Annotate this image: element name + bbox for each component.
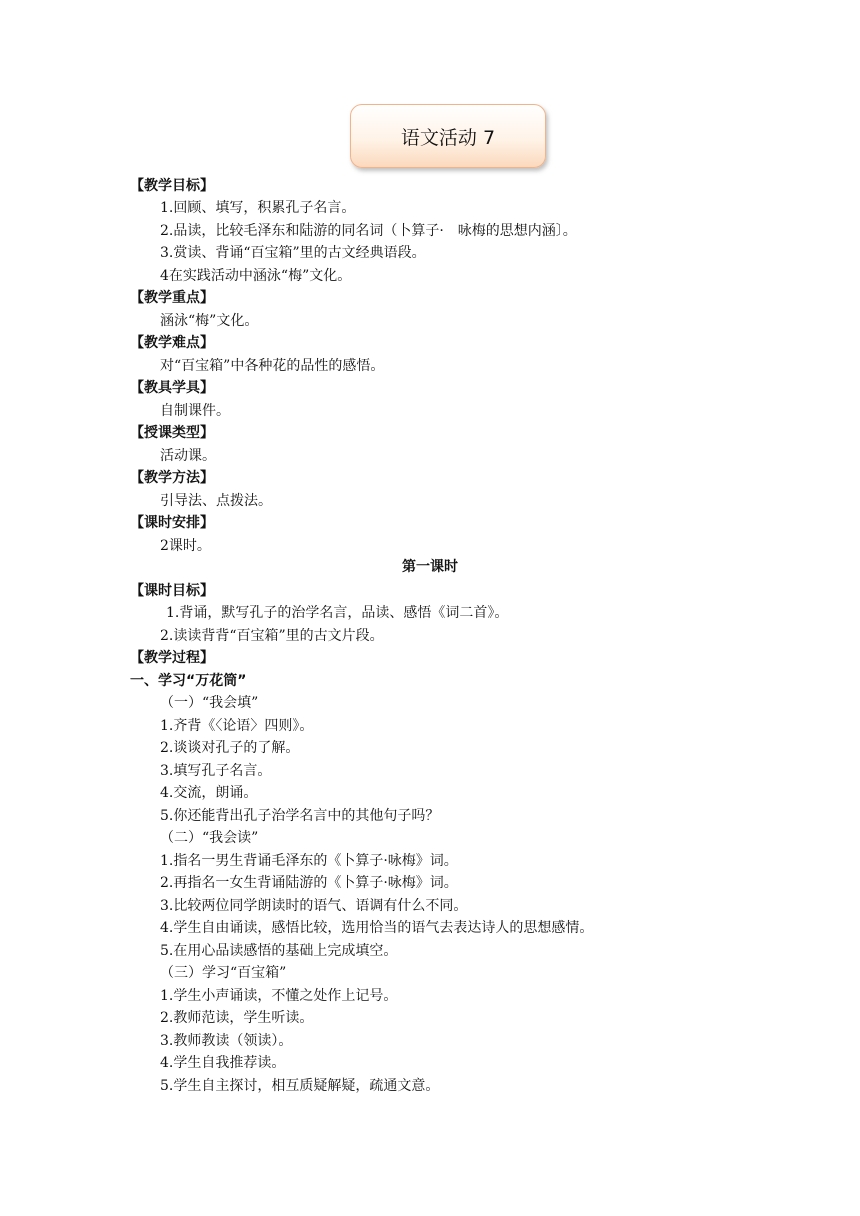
goal-item: 1.回顾、填写，积累孔子名言。: [160, 200, 356, 216]
step-item: 3.教师教读（领读）。: [160, 1033, 293, 1049]
goal-item: 4在实践活动中涵泳“梅”文化。: [160, 268, 352, 284]
subsection-heading: （三）学习“百宝箱”: [160, 965, 287, 981]
key-heading: 【教学重点】: [130, 290, 214, 306]
step-item: 4.交流，朗诵。: [160, 785, 258, 801]
lesson-heading: 第一课时: [402, 559, 458, 575]
lesson-goals-heading: 【课时目标】: [130, 583, 214, 599]
schedule-heading: 【课时安排】: [130, 515, 214, 531]
key-text: 涵泳“梅”文化。: [160, 313, 259, 329]
step-item: 1.齐背《〈论语〉四则》。: [160, 718, 314, 734]
difficulty-text: 对“百宝箱”中各种花的品性的感悟。: [160, 358, 385, 374]
lesson-goal-item: 1.背诵，默写孔子的治学名言，品读、感悟《词二首》。: [166, 605, 509, 621]
tools-heading: 【教具学具】: [130, 380, 214, 396]
step-item: 5.在用心品读感悟的基础上完成填空。: [160, 943, 398, 959]
method-heading: 【教学方法】: [130, 470, 214, 486]
type-text: 活动课。: [160, 448, 216, 464]
type-heading: 【授课类型】: [130, 425, 214, 441]
step-item: 1.指名一男生背诵毛泽东的《卜算子·咏梅》词。: [160, 853, 458, 869]
lesson-goal-item: 2.读读背背“百宝箱”里的古文片段。: [160, 628, 384, 644]
part-heading: 一、学习“万花筒”: [130, 673, 247, 689]
page-title: 语文活动 7: [400, 126, 496, 149]
step-item: 4.学生自由诵读，感悟比较，选用恰当的语气去表达诗人的思想感情。: [160, 920, 594, 936]
step-item: 2.再指名一女生背诵陆游的《卜算子·咏梅》词。: [160, 875, 458, 891]
step-item: 1.学生小声诵读，不懂之处作上记号。: [160, 988, 398, 1004]
step-item: 2.教师范读，学生听读。: [160, 1010, 314, 1026]
step-item: 5.你还能背出孔子治学名言中的其他句子吗？: [160, 808, 440, 824]
step-item: 2.谈谈对孔子的了解。: [160, 740, 300, 756]
schedule-text: 2课时。: [160, 538, 211, 554]
process-heading: 【教学过程】: [130, 650, 214, 666]
tools-text: 自制课件。: [160, 403, 230, 419]
goals-heading: 【教学目标】: [130, 178, 214, 194]
step-item: 3.填写孔子名言。: [160, 763, 272, 779]
subsection-heading: （一）“我会填”: [160, 695, 259, 711]
goal-item: 3.赏读、背诵“百宝箱”里的古文经典语段。: [160, 245, 426, 261]
step-item: 3.比较两位同学朗读时的语气、语调有什么不同。: [160, 898, 468, 914]
step-item: 4.学生自我推荐读。: [160, 1055, 286, 1071]
subsection-heading: （二）“我会读”: [160, 830, 259, 846]
method-text: 引导法、点拨法。: [160, 493, 272, 509]
step-item: 5.学生自主探讨，相互质疑解疑，疏通文意。: [160, 1078, 440, 1094]
goal-item: 2.品读，比较毛泽东和陆游的同名词（卜算子· 咏梅的思想内涵〕。: [160, 223, 577, 239]
difficulty-heading: 【教学难点】: [130, 335, 214, 351]
title-box: [350, 104, 546, 168]
